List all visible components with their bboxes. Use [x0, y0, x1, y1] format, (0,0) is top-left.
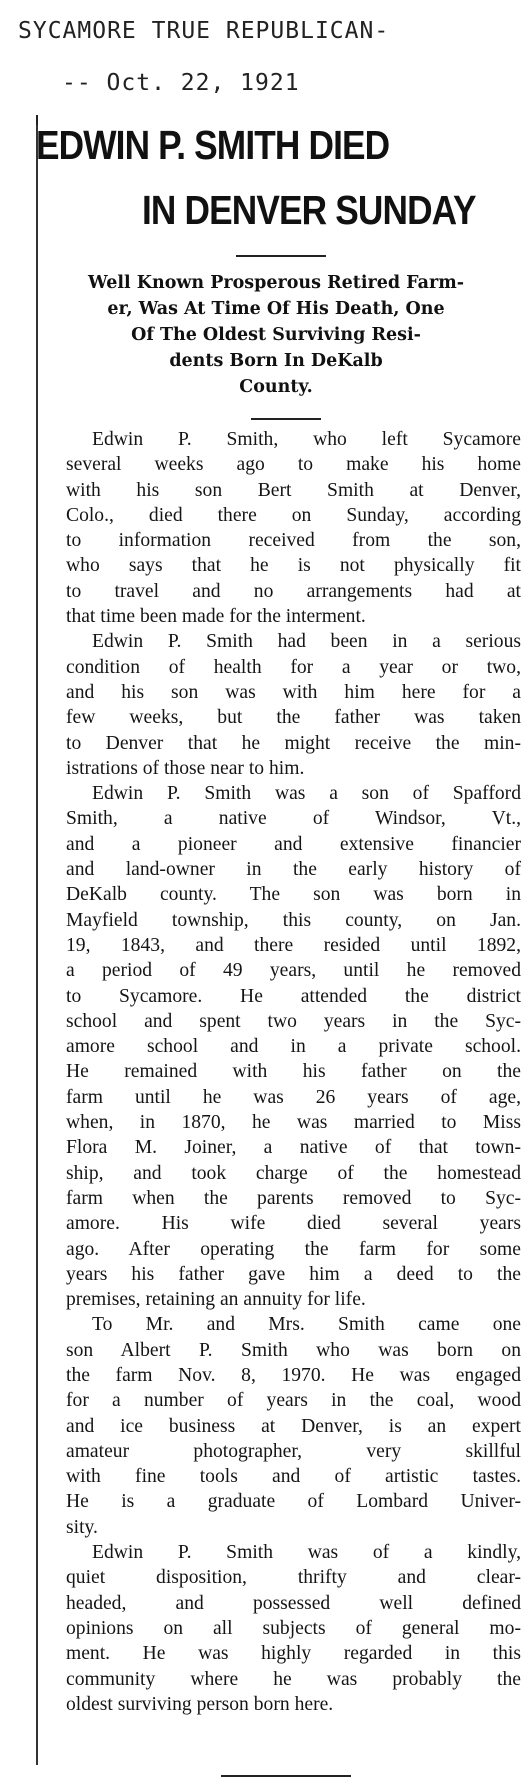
text-line: sity.: [66, 1516, 98, 1538]
text-line: ago. After operating the farm for some: [66, 1238, 521, 1260]
text-line: oldest surviving person born here.: [66, 1693, 334, 1715]
text-line: with fine tools and of artistic tastes.: [66, 1466, 521, 1488]
text-line: ment. He was highly regarded in this: [66, 1643, 521, 1665]
text-line: school and spent two years in the Syc-: [66, 1010, 521, 1032]
subheadline: [56, 270, 496, 400]
article-paragraph: [66, 1312, 521, 1540]
text-line: community where he was probably the: [66, 1668, 521, 1690]
subhead-line: Of The Oldest Surviving Resi-: [131, 325, 421, 345]
text-line: a period of 49 years, until he removed: [66, 960, 521, 982]
text-line: farm when the parents removed to Syc-: [66, 1187, 521, 1209]
text-line: Edwin P. Smith was of a kindly,: [92, 1542, 521, 1564]
text-line: few weeks, but the father was taken: [66, 707, 521, 729]
text-line: Smith, a native of Windsor, Vt.,: [66, 808, 521, 830]
text-line: years his father gave him a deed to the: [66, 1263, 521, 1285]
text-line: and ice business at Denver, is an expert: [66, 1415, 521, 1437]
text-line: premises, retaining an annuity for life.: [66, 1289, 366, 1311]
article-paragraph: [66, 427, 521, 629]
text-line: with his son Bert Smith at Denver,: [66, 479, 521, 501]
text-line: several weeks ago to make his home: [66, 454, 521, 476]
text-line: the farm Nov. 8, 1970. He was engaged: [66, 1364, 521, 1386]
text-line: Edwin P. Smith, who left Sycamore: [92, 429, 521, 450]
text-line: when, in 1870, he was married to Miss: [66, 1112, 521, 1134]
text-line: Flora M. Joiner, a native of that town-: [66, 1137, 521, 1159]
subhead-line: Well Known Prosperous Retired Farm-: [88, 273, 464, 293]
text-line: and a pioneer and extensive financier: [66, 833, 521, 855]
text-line: for a number of years in the coal, wood: [66, 1390, 521, 1412]
text-line: DeKalb county. The son was born in: [66, 884, 521, 906]
subhead-line: dents Born In DeKalb: [169, 351, 383, 371]
text-line: condition of health for a year or two,: [66, 656, 521, 678]
article-body: [66, 427, 521, 1717]
text-line: To Mr. and Mrs. Smith came one: [92, 1314, 521, 1336]
headline-divider: [236, 255, 326, 257]
text-line: amateur photographer, very skillful: [66, 1440, 521, 1462]
column-rule: [36, 125, 38, 1765]
subhead-line: er, Was At Time Of His Death, One: [107, 299, 445, 319]
text-line: to information received from the son,: [66, 530, 521, 552]
text-line: istrations of those near to him.: [66, 757, 305, 779]
text-line: that time been made for the interment.: [66, 606, 366, 628]
text-line: and his son was with him here for a: [66, 681, 521, 703]
text-line: son Albert P. Smith who was born on: [66, 1339, 521, 1361]
headline-line-1: EDWIN P. SMITH DIED: [36, 122, 390, 168]
text-line: to travel and no arrangements had at: [66, 580, 521, 602]
text-line: quiet disposition, thrifty and clear-: [66, 1567, 521, 1589]
headline-line-2: IN DENVER SUNDAY: [142, 187, 476, 233]
article-paragraph: [66, 781, 521, 1312]
text-line: Colo., died there on Sunday, according: [66, 504, 521, 526]
subhead-divider: [251, 418, 321, 420]
text-line: ship, and took charge of the homestead: [66, 1162, 521, 1184]
publication-date: -- Oct. 22, 1921: [62, 70, 300, 96]
article-paragraph: [66, 1540, 521, 1717]
subhead-line: County.: [239, 377, 313, 397]
publication-name: SYCAMORE TRUE REPUBLICAN-: [18, 18, 390, 44]
text-line: Edwin P. Smith had been in a serious: [92, 631, 521, 653]
text-line: opinions on all subjects of general mo-: [66, 1617, 521, 1639]
text-line: headed, and possessed well defined: [66, 1592, 521, 1614]
text-line: who says that he is not physically fit: [66, 555, 521, 577]
text-line: and land-owner in the early history of: [66, 859, 521, 881]
text-line: Edwin P. Smith was a son of Spafford: [92, 783, 521, 805]
text-line: Mayfield township, this county, on Jan.: [66, 909, 521, 931]
text-line: 19, 1843, and there resided until 1892,: [66, 934, 521, 956]
article-paragraph: [66, 629, 521, 781]
text-line: amore. His wife died several years: [66, 1213, 521, 1235]
end-rule: [221, 1775, 351, 1777]
text-line: farm until he was 26 years of age,: [66, 1086, 521, 1108]
text-line: He remained with his father on the: [66, 1061, 521, 1083]
text-line: to Sycamore. He attended the district: [66, 985, 521, 1007]
newspaper-clipping: [26, 115, 521, 1785]
text-line: amore school and in a private school.: [66, 1036, 521, 1058]
text-line: to Denver that he might receive the min-: [66, 732, 521, 754]
text-line: He is a graduate of Lombard Univer-: [66, 1491, 521, 1513]
